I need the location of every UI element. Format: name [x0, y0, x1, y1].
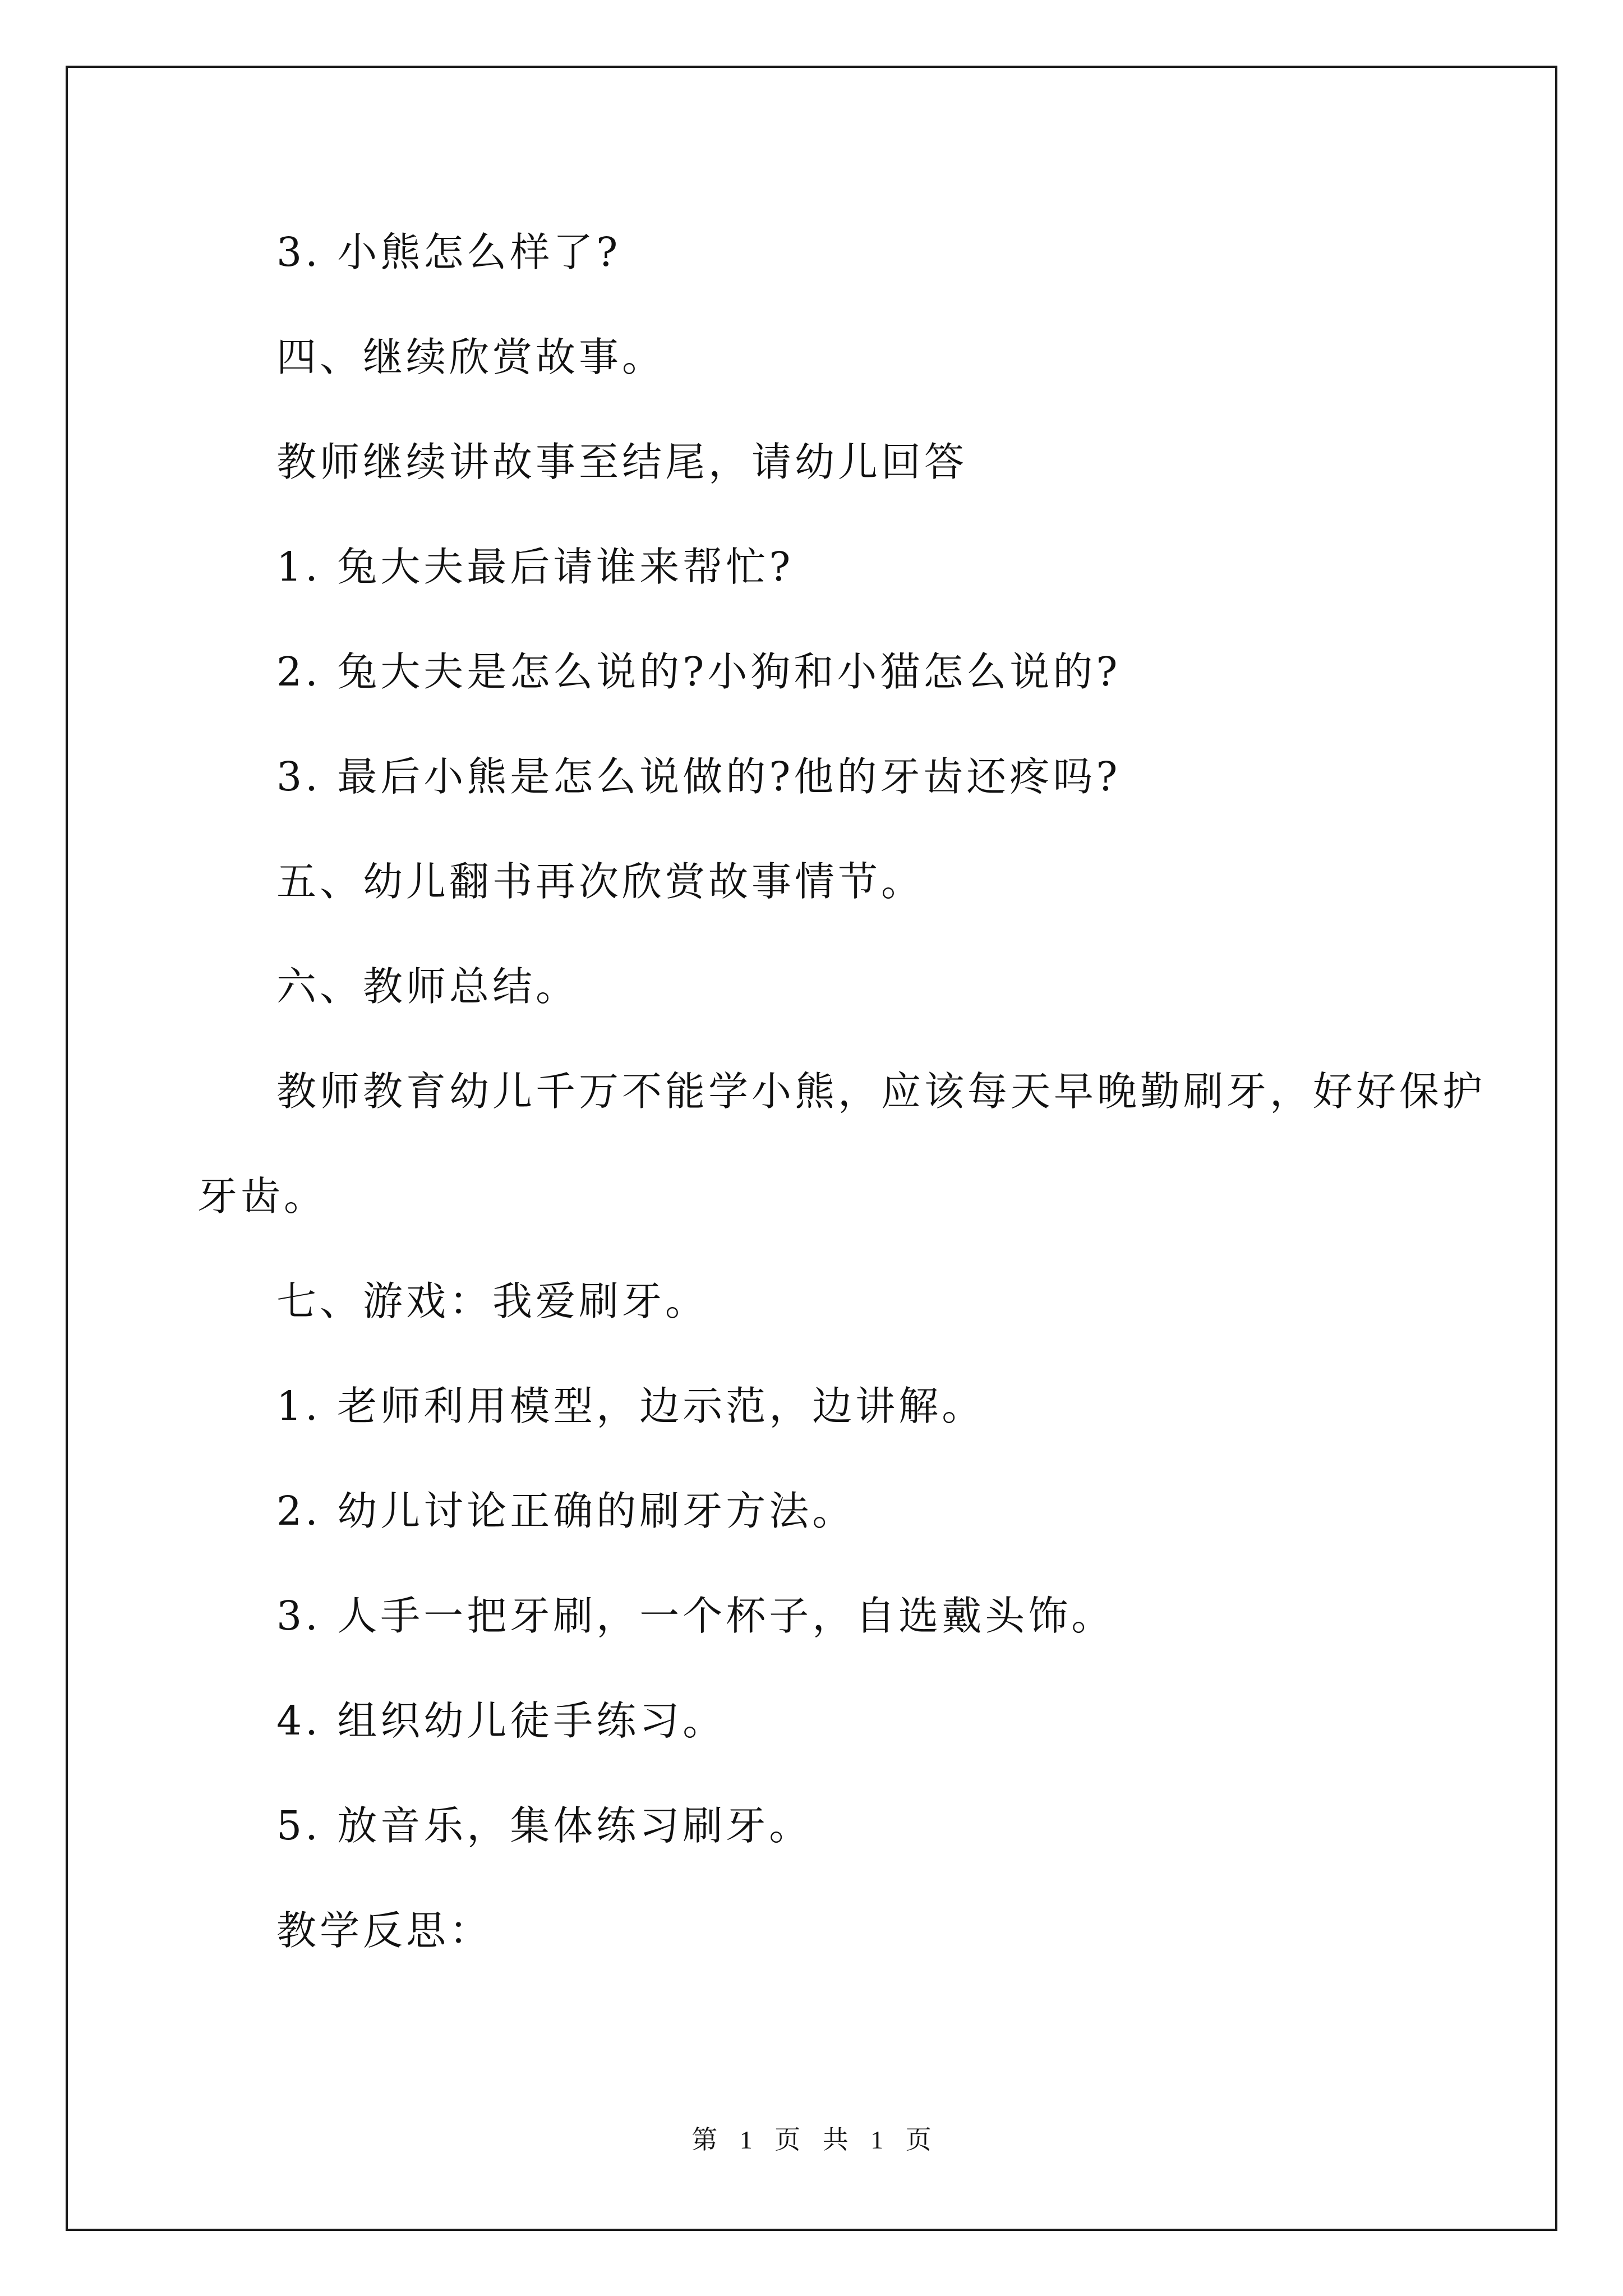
list-item: 3. 人手一把牙刷，一个杯子，自选戴头饰。 [276, 1593, 1115, 1639]
list-item: 5. 放音乐，集体练习刷牙。 [276, 1802, 813, 1849]
section-heading: 四、继续欣赏故事。 [276, 334, 666, 380]
list-item: 3. 小熊怎么样了? [276, 229, 621, 275]
list-item: 4. 组织幼儿徒手练习。 [276, 1697, 726, 1744]
paragraph: 教师继续讲故事至结尾，请幼儿回答 [276, 439, 968, 485]
paragraph: 教师教育幼儿千万不能学小熊，应该每天早晚勤刷牙，好好保护 [276, 1068, 1486, 1115]
list-item: 1. 老师利用模型，边示范，边讲解。 [276, 1383, 985, 1429]
page-number-footer: 第 1 页 共 1 页 [691, 2125, 932, 2154]
list-item: 1. 兔大夫最后请谁来帮忙? [276, 544, 794, 590]
list-item: 3. 最后小熊是怎么说做的?他的牙齿还疼吗? [276, 753, 1121, 800]
list-item: 2. 幼儿讨论正确的刷牙方法。 [276, 1488, 856, 1534]
section-heading: 六、教师总结。 [276, 963, 579, 1010]
list-item: 2. 兔大夫是怎么说的?小狗和小猫怎么说的? [276, 648, 1121, 695]
paragraph-continuation: 牙齿。 [197, 1173, 328, 1220]
section-heading: 七、游戏：我爱刷牙。 [276, 1278, 709, 1324]
section-heading: 五、幼儿翻书再次欣赏故事情节。 [276, 858, 925, 905]
section-heading: 教学反思： [276, 1907, 493, 1954]
